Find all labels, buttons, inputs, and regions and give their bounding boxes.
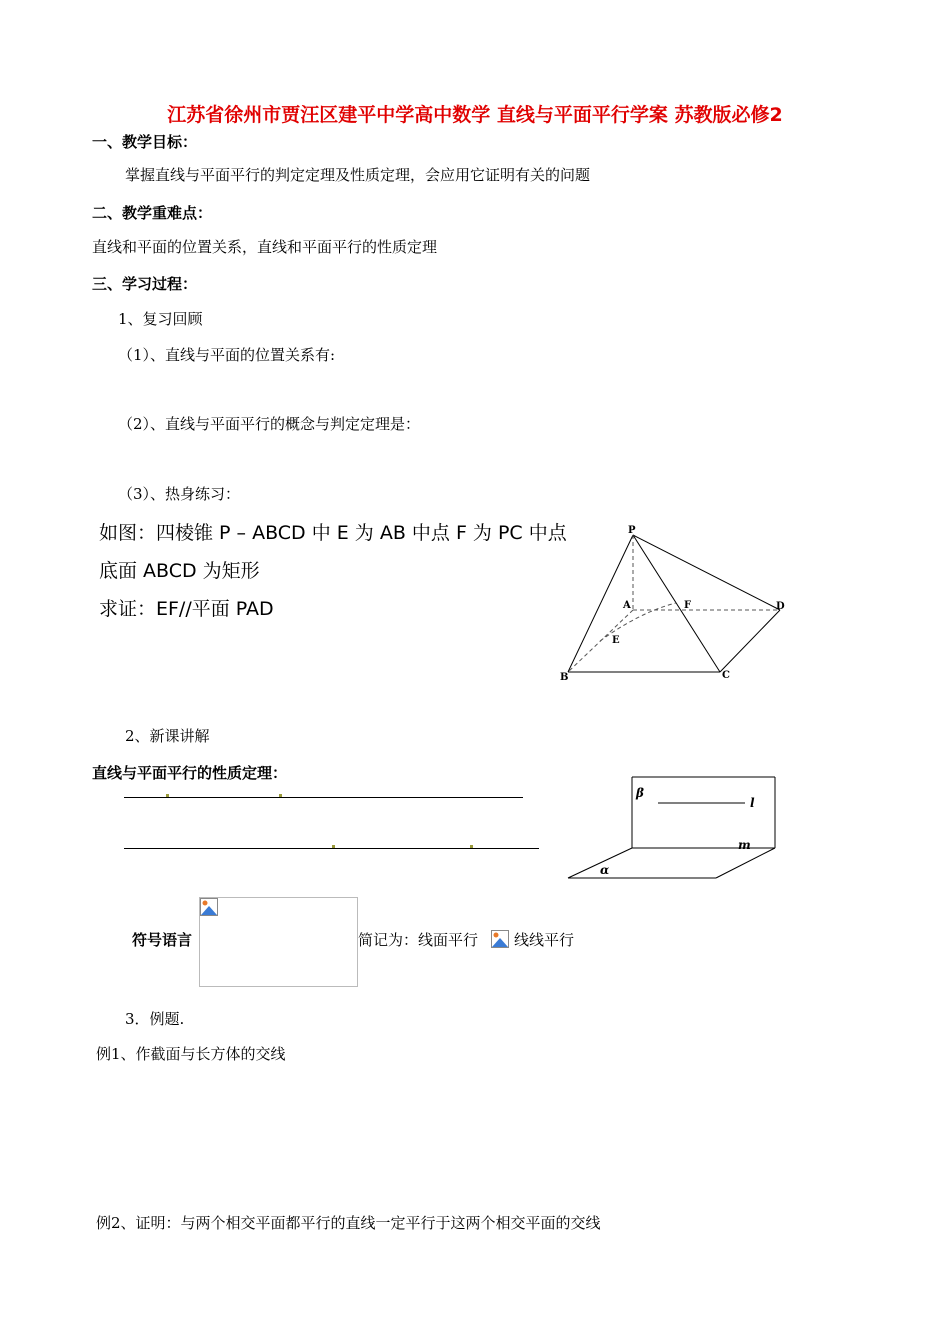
label-p: P <box>628 525 636 536</box>
format-mark <box>166 794 169 797</box>
key-text: 直线和平面的位置关系，直线和平面平行的性质定理 <box>92 238 438 256</box>
symbol-label: 符号语言 <box>132 931 193 949</box>
exercise-line-2: 底面 ABCD 为矩形 <box>99 560 260 582</box>
label-b: B <box>560 672 569 683</box>
label-alpha: α <box>600 863 610 877</box>
review-q3: （3）、热身练习： <box>118 485 241 503</box>
theorem-heading: 直线与平面平行的性质定理： <box>92 764 288 782</box>
new-lesson-label: 2、新课讲解 <box>125 727 210 745</box>
label-c: C <box>722 670 730 681</box>
edge-pc <box>633 535 720 672</box>
review-label: 1、复习回顾 <box>118 310 203 328</box>
edge-cd <box>720 610 780 672</box>
abbr-prefix: 简记为：线面平行 <box>358 931 479 949</box>
format-mark <box>279 794 282 797</box>
goal-heading: 一、教学目标： <box>92 133 198 151</box>
fill-blank-2[interactable] <box>124 848 539 849</box>
broken-image-icon <box>491 930 509 948</box>
pyramid-figure <box>550 520 800 690</box>
symbol-image-box <box>199 897 358 987</box>
exercise-line-3: 求证：EF//平面 PAD <box>99 598 274 620</box>
label-a: A <box>623 600 631 611</box>
key-heading: 二、教学重难点： <box>92 204 213 222</box>
format-mark <box>470 845 473 848</box>
label-f: F <box>684 600 692 611</box>
label-e: E <box>612 635 620 646</box>
page-title: 江苏省徐州市贾汪区建平中学高中数学 直线与平面平行学案 苏教版必修2 <box>167 104 783 126</box>
label-m: m <box>738 838 751 852</box>
label-l: l <box>750 796 755 810</box>
exercise-line-1: 如图：四棱锥 P – ABCD 中 E 为 AB 中点 F 为 PC 中点 <box>99 522 567 544</box>
label-d: D <box>776 601 785 612</box>
example-2: 例2、证明：与两个相交平面都平行的直线一定平行于这两个相交平面的交线 <box>96 1214 601 1232</box>
label-beta: β <box>636 786 644 800</box>
format-mark <box>332 845 335 848</box>
process-heading: 三、学习过程： <box>92 275 198 293</box>
edge-pd <box>633 535 780 610</box>
goal-text: 掌握直线与平面平行的判定定理及性质定理，会应用它证明有关的问题 <box>125 166 591 184</box>
review-q1: （1）、直线与平面的位置关系有: <box>118 346 336 364</box>
example-1: 例1、作截面与长方体的交线 <box>96 1045 286 1063</box>
abbr-suffix: 线线平行 <box>514 931 575 949</box>
planes-figure <box>560 770 785 885</box>
fill-blank-1[interactable] <box>124 797 523 798</box>
examples-heading: 3．例题. <box>125 1010 185 1028</box>
review-q2: （2）、直线与平面平行的概念与判定定理是： <box>118 415 421 433</box>
broken-image-icon <box>200 898 218 916</box>
